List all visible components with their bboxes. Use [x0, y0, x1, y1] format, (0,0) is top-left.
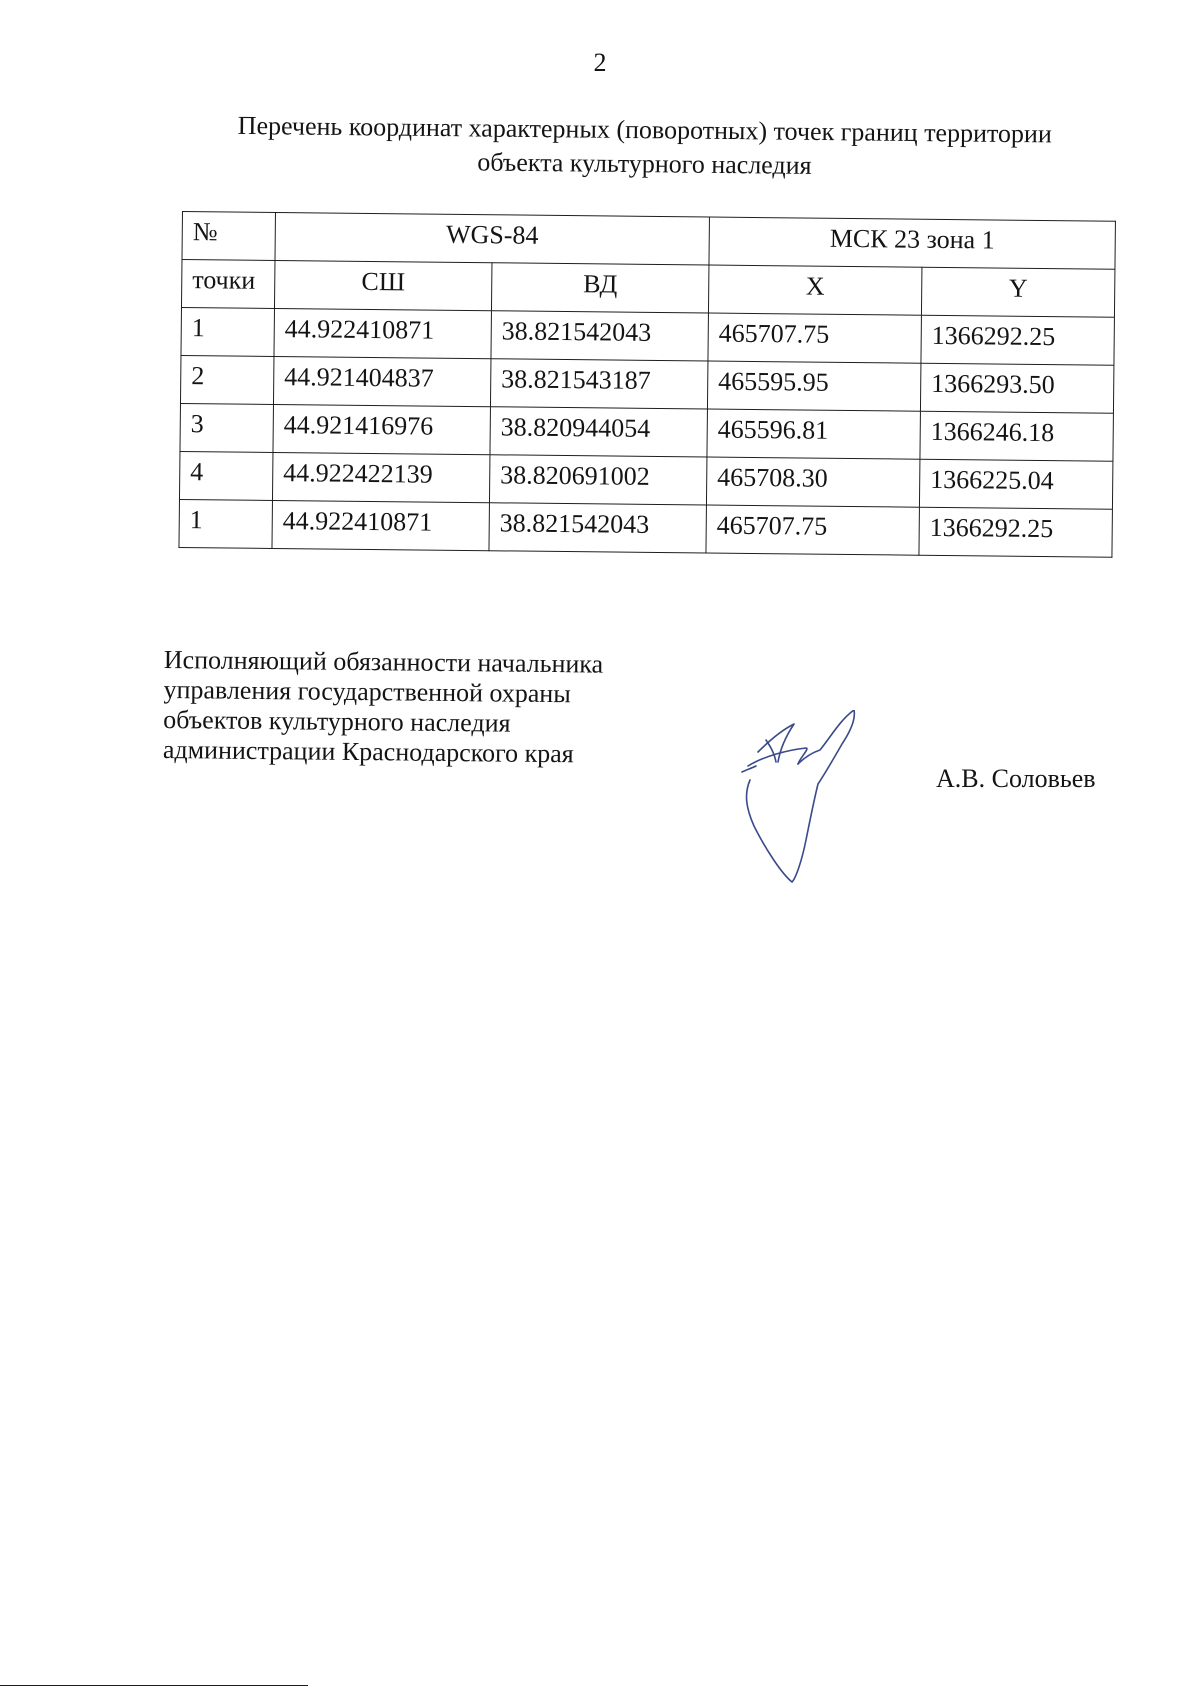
x-cell: 465707.75 — [708, 313, 921, 363]
signer-position-line-1: Исполняющий обязанности начальника — [163, 645, 604, 679]
point-number-cell: 4 — [179, 451, 272, 500]
x-cell: 465595.95 — [707, 361, 920, 411]
x-cell: 465707.75 — [706, 505, 919, 555]
document-title — [149, 108, 1140, 186]
signer-position-line-4: администрации Краснодарского края — [162, 734, 574, 769]
y-cell: 1366292.25 — [921, 315, 1114, 365]
x-cell: 465708.30 — [706, 457, 919, 507]
header-latitude: СШ — [274, 260, 491, 310]
longitude-cell: 38.820944054 — [490, 407, 707, 457]
header-point-number-line2: точки — [181, 260, 274, 309]
point-number-cell: 3 — [180, 403, 273, 452]
handwritten-signature-icon — [740, 710, 880, 885]
y-cell: 1366225.04 — [919, 459, 1112, 509]
x-cell: 465596.81 — [707, 409, 920, 459]
coordinates-table-body — [179, 307, 1114, 557]
longitude-cell: 38.820691002 — [489, 455, 706, 505]
coordinates-table — [178, 211, 1115, 558]
header-point-number-line1: № — [182, 212, 275, 261]
signer-name: А.В. Соловьев — [936, 764, 1096, 793]
header-msk23: МСК 23 зона 1 — [709, 217, 1115, 269]
header-x: X — [708, 265, 921, 315]
document-title-line-2: объекта культурного наследия — [477, 147, 812, 180]
latitude-cell: 44.922422139 — [272, 452, 489, 502]
coordinates-table-wrapper — [178, 211, 1115, 558]
signer-position-line-2: управления государственной охраны — [163, 674, 571, 709]
point-number-cell: 2 — [180, 355, 273, 404]
longitude-cell: 38.821543187 — [490, 359, 707, 409]
y-cell: 1366292.25 — [919, 507, 1112, 557]
latitude-cell: 44.921416976 — [273, 404, 490, 454]
document-title-line-1: Перечень координат характерных (поворотных) точек границ территории — [237, 110, 1052, 149]
signer-position-line-3: объектов культурного наследия — [163, 704, 511, 738]
y-cell: 1366293.50 — [920, 363, 1113, 413]
longitude-cell: 38.821542043 — [489, 503, 706, 553]
footer-divider — [0, 1685, 308, 1686]
header-y: Y — [921, 267, 1114, 317]
header-wgs84: WGS-84 — [275, 212, 709, 265]
longitude-cell: 38.821542043 — [491, 311, 708, 361]
latitude-cell: 44.921404837 — [273, 356, 490, 406]
table-row — [179, 499, 1112, 557]
signer-position — [163, 645, 604, 770]
latitude-cell: 44.922410871 — [272, 500, 489, 550]
latitude-cell: 44.922410871 — [274, 308, 491, 358]
point-number-cell: 1 — [179, 499, 272, 548]
page-number: 2 — [593, 48, 607, 77]
point-number-cell: 1 — [181, 307, 274, 356]
header-longitude: ВД — [491, 263, 708, 313]
y-cell: 1366246.18 — [920, 411, 1113, 461]
